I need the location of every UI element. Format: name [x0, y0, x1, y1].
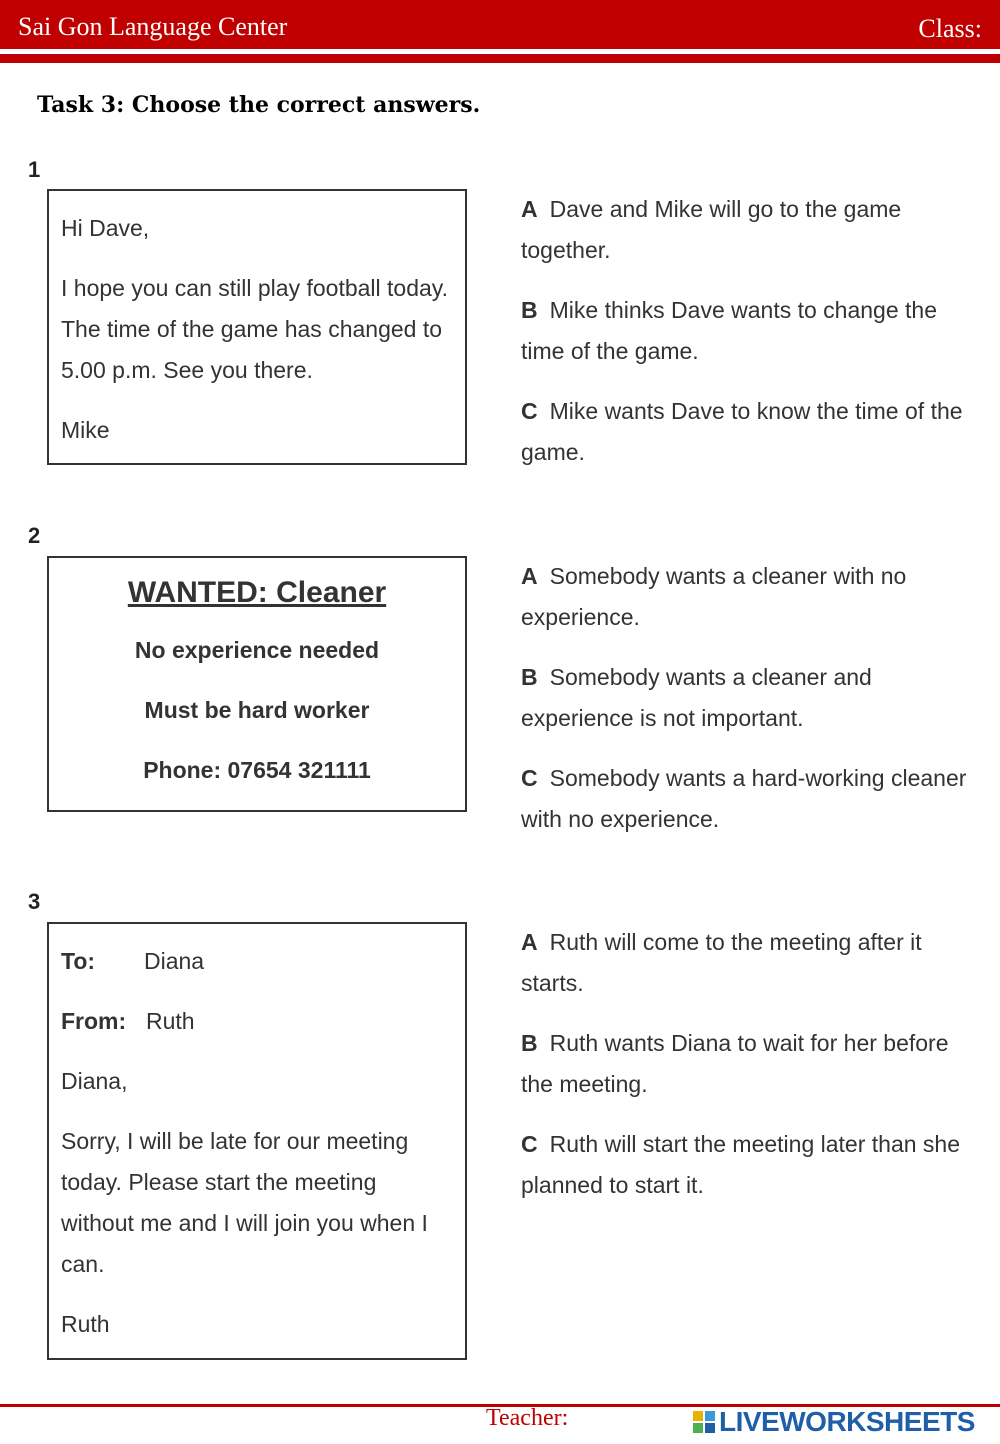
memo-to-label: To: — [61, 948, 96, 974]
memo-greeting: Diana, — [61, 1068, 128, 1094]
question-number: 1 — [28, 157, 41, 182]
answer-option-c[interactable] — [521, 391, 971, 473]
brand-name: LIVEWORKSHEETS — [719, 1406, 975, 1437]
ad-line: Must be hard worker — [144, 697, 370, 723]
teacher-label: Teacher: — [486, 1405, 569, 1431]
answer-option-a[interactable] — [521, 922, 971, 1004]
option-text: Dave and Mike will go to the game together. — [521, 196, 902, 263]
memo-from-row — [61, 1001, 453, 1042]
option-text: Ruth wants Diana to wait for her before the meeting. — [521, 1030, 949, 1097]
option-text: Somebody wants a cleaner with no experience. — [521, 563, 907, 630]
note-body: I hope you can still play football today. The time of the game has changed to 5.00 p.m. See you there. — [61, 275, 448, 383]
answer-options — [521, 189, 971, 492]
header-divider — [0, 54, 1000, 63]
task-title: Task 3: Choose the correct answers. — [37, 92, 481, 118]
class-label: Class: — [918, 14, 982, 43]
question-number: 2 — [28, 523, 41, 548]
memo-signature: Ruth — [61, 1311, 110, 1337]
option-text: Mike wants Dave to know the time of the game. — [521, 398, 963, 465]
note-box — [47, 189, 467, 465]
option-text: Ruth will come to the meeting after it starts. — [521, 929, 922, 996]
answer-options — [521, 922, 971, 1225]
option-letter: C — [521, 765, 538, 791]
ad-box — [47, 556, 467, 812]
answer-option-b[interactable] — [521, 1023, 971, 1105]
option-letter: A — [521, 929, 538, 955]
option-letter: A — [521, 563, 538, 589]
answer-option-a[interactable] — [521, 556, 971, 638]
option-letter: C — [521, 398, 538, 424]
option-text: Somebody wants a hard-working cleaner with no experience. — [521, 765, 967, 832]
memo-body: Sorry, I will be late for our meeting today. Please start the meeting without me and I will join you when I can. — [61, 1128, 428, 1277]
liveworksheets-logo-icon — [693, 1411, 715, 1433]
answer-option-b[interactable] — [521, 657, 971, 739]
answer-options — [521, 556, 971, 859]
memo-from-value: Ruth — [146, 1008, 195, 1034]
option-letter: C — [521, 1131, 538, 1157]
school-name: Sai Gon Language Center — [18, 12, 288, 41]
option-letter: B — [521, 1030, 538, 1056]
liveworksheets-brand[interactable] — [693, 1404, 975, 1440]
memo-to-row — [61, 941, 453, 982]
answer-option-c[interactable] — [521, 758, 971, 840]
ad-title: WANTED: Cleaner — [127, 576, 387, 609]
memo-box — [47, 922, 467, 1360]
option-letter: B — [521, 297, 538, 323]
option-text: Somebody wants a cleaner and experience is not important. — [521, 664, 872, 731]
note-greeting: Hi Dave, — [61, 215, 150, 241]
question-number: 3 — [28, 889, 41, 914]
option-text: Mike thinks Dave wants to change the time of the game. — [521, 297, 937, 364]
ad-phone: Phone: 07654 321111 — [143, 757, 371, 783]
ad-line: No experience needed — [134, 637, 380, 663]
memo-to-value: Diana — [144, 948, 205, 974]
memo-from-label: From: — [61, 1008, 127, 1034]
answer-option-c[interactable] — [521, 1124, 971, 1206]
option-letter: A — [521, 196, 538, 222]
answer-option-b[interactable] — [521, 290, 971, 372]
note-signature: Mike — [61, 417, 110, 443]
answer-option-a[interactable] — [521, 189, 971, 271]
option-letter: B — [521, 664, 538, 690]
option-text: Ruth will start the meeting later than she planned to start it. — [521, 1131, 960, 1198]
